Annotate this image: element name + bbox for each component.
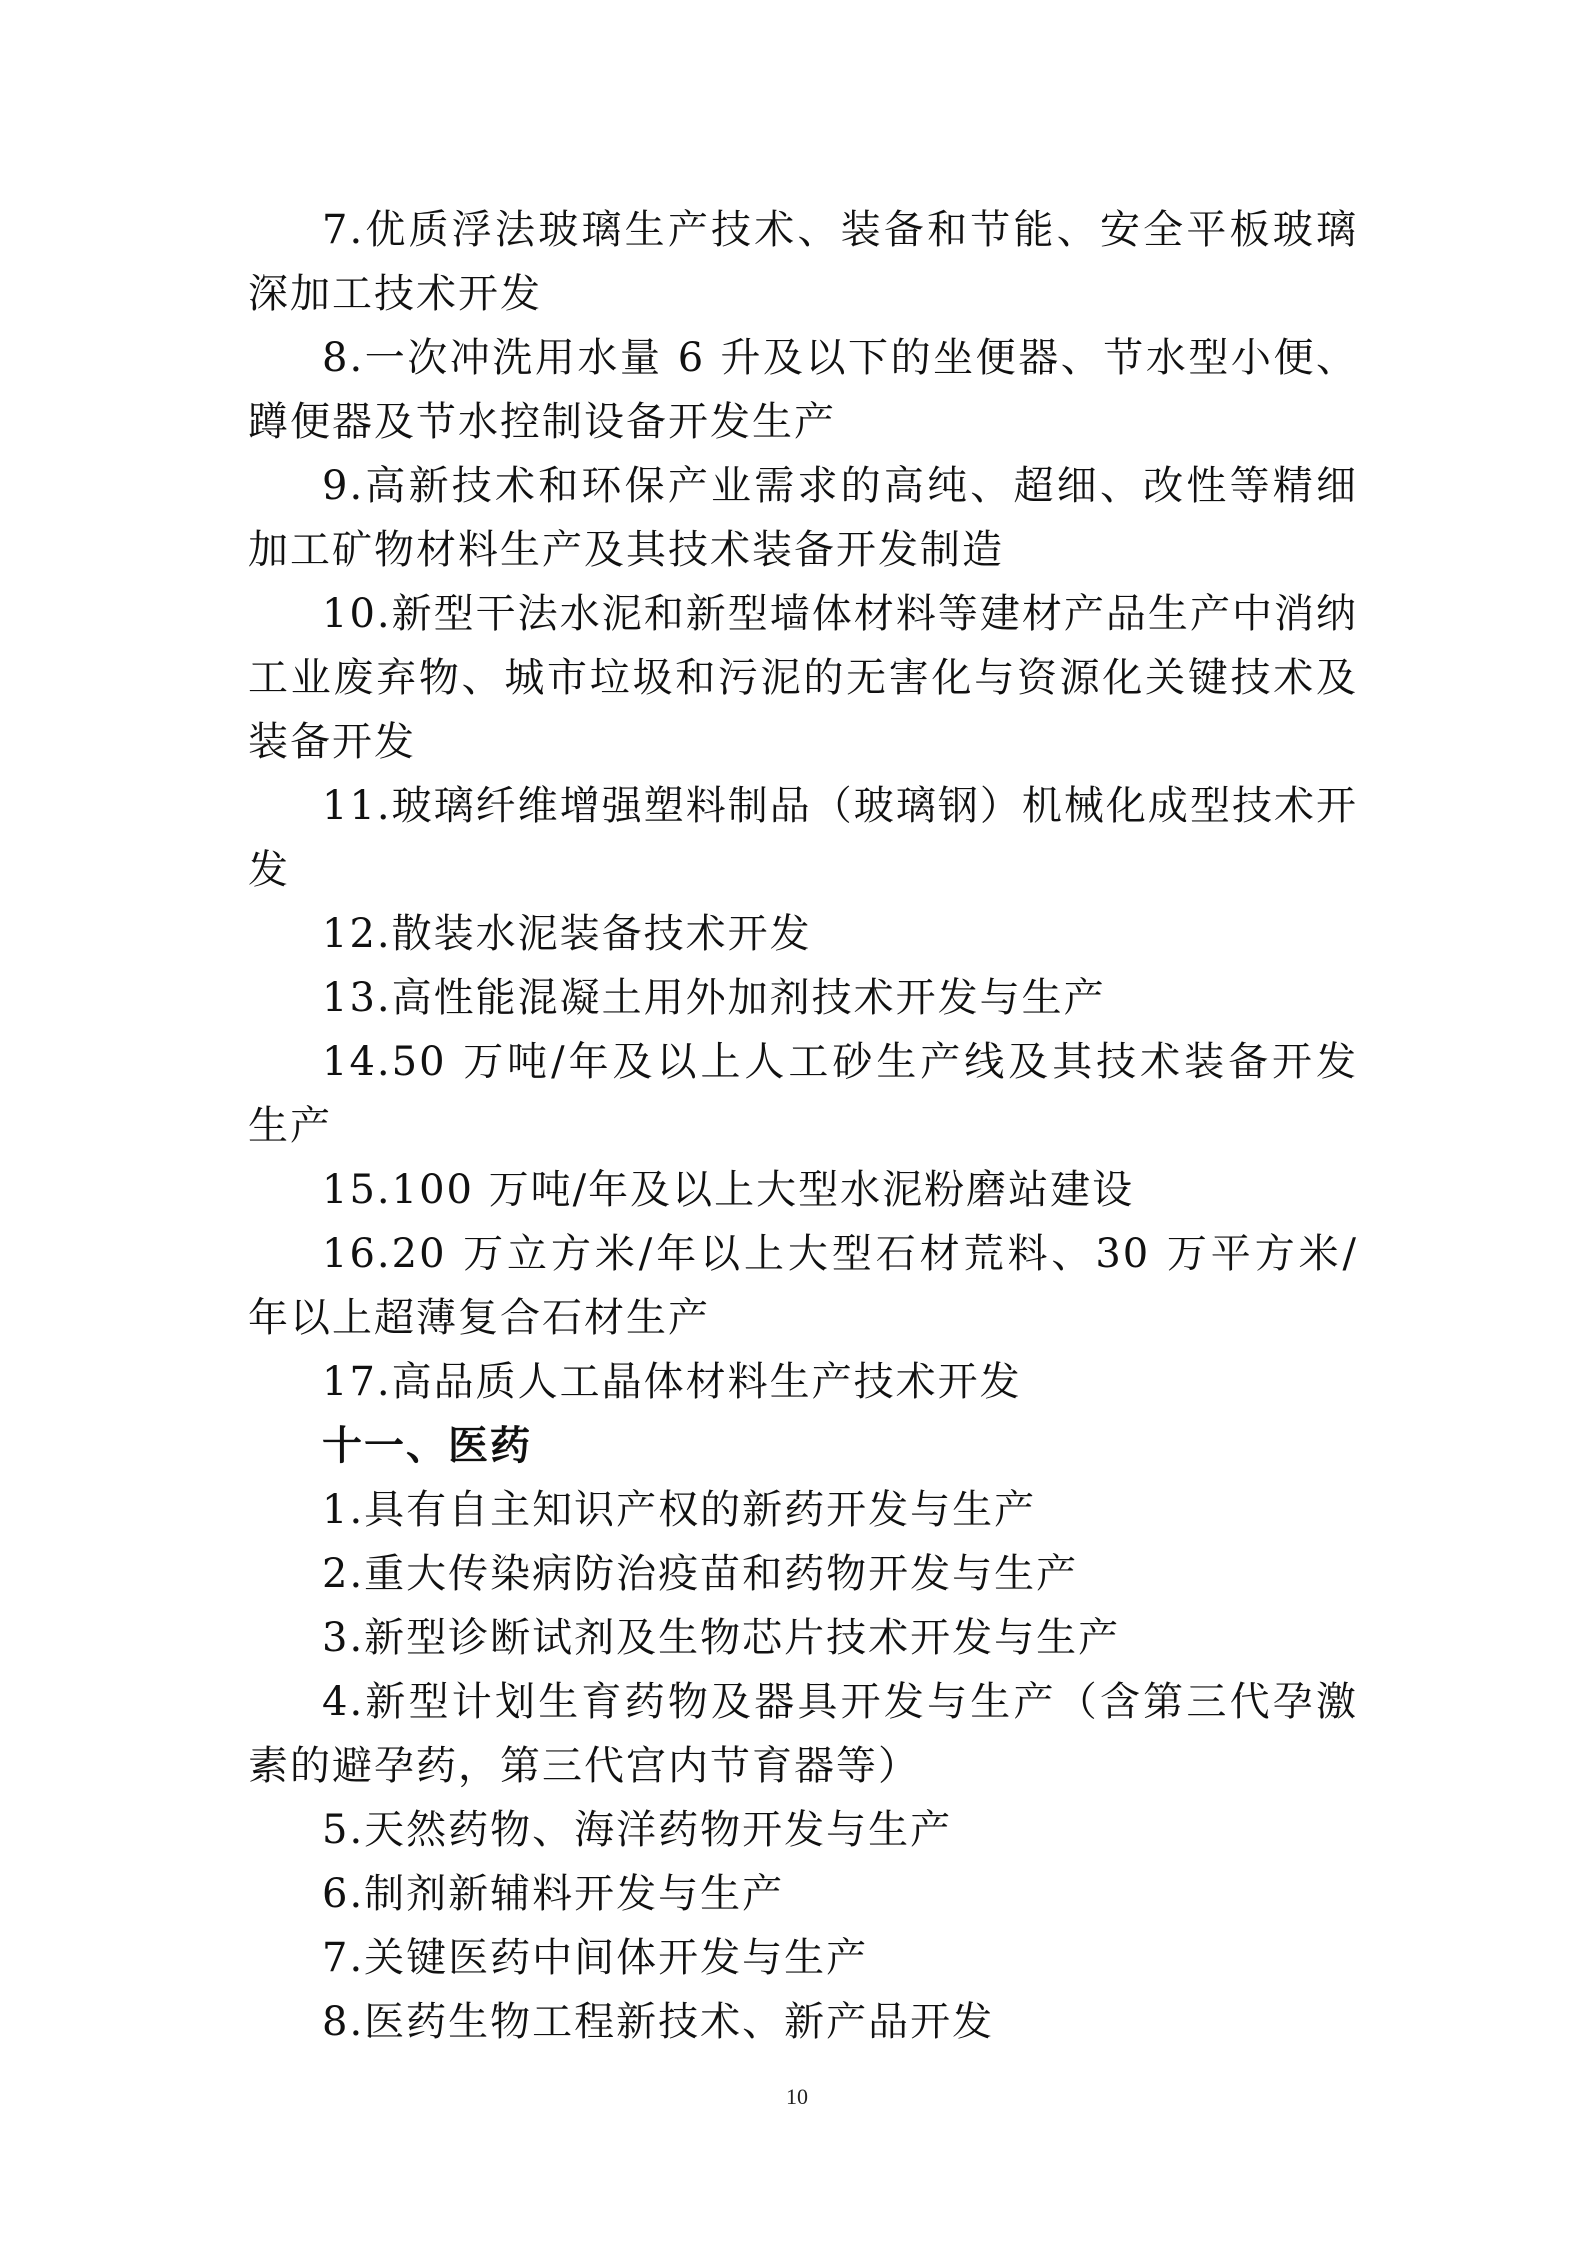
section-heading-medicine: 十一、医药 [322, 1423, 532, 1469]
paragraph-item-16-stone: 16.20 万立方米/年以上大型石材荒料、30 万平方米/年以上超薄复合石材生产 [248, 1231, 1358, 1341]
paragraph-med-2-vaccines: 2.重大传染病防治疫苗和药物开发与生产 [322, 1551, 1079, 1597]
paragraph-med-6-excipients: 6.制剂新辅料开发与生产 [322, 1871, 785, 1917]
page-number: 10 [786, 2084, 808, 2109]
paragraph-item-7-glass: 7.优质浮法玻璃生产技术、装备和节能、安全平板玻璃深加工技术开发 [248, 207, 1358, 317]
paragraph-med-3-diagnostics: 3.新型诊断试剂及生物芯片技术开发与生产 [322, 1615, 1121, 1661]
paragraph-item-11-fiberglass: 11.玻璃纤维增强塑料制品（玻璃钢）机械化成型技术开发 [248, 783, 1358, 893]
paragraph-med-1-new-drugs: 1.具有自主知识产权的新药开发与生产 [322, 1487, 1037, 1533]
paragraph-med-4-family-planning: 4.新型计划生育药物及器具开发与生产（含第三代孕激素的避孕药，第三代宫内节育器等） [248, 1679, 1358, 1789]
page-content [248, 198, 1358, 2054]
paragraph-item-12-bulk-cement: 12.散装水泥装备技术开发 [322, 911, 812, 957]
paragraph-item-9-minerals: 9.高新技术和环保产业需求的高纯、超细、改性等精细加工矿物材料生产及其技术装备开发制造 [248, 463, 1358, 573]
paragraph-med-8-bioengineering: 8.医药生物工程新技术、新产品开发 [322, 1999, 995, 2045]
paragraph-item-13-concrete: 13.高性能混凝土用外加剂技术开发与生产 [322, 975, 1106, 1021]
paragraph-med-5-natural-drugs: 5.天然药物、海洋药物开发与生产 [322, 1807, 953, 1853]
paragraph-item-15-grinding: 15.100 万吨/年及以上大型水泥粉磨站建设 [322, 1167, 1135, 1213]
paragraph-item-17-crystal: 17.高品质人工晶体材料生产技术开发 [322, 1359, 1022, 1405]
paragraph-item-8-toilet: 8.一次冲洗用水量 6 升及以下的坐便器、节水型小便、蹲便器及节水控制设备开发生产 [248, 335, 1358, 445]
paragraph-med-7-intermediates: 7.关键医药中间体开发与生产 [322, 1935, 869, 1981]
paragraph-item-10-cement: 10.新型干法水泥和新型墙体材料等建材产品生产中消纳工业废弃物、城市垃圾和污泥的无害化与资源化关键技术及装备开发 [248, 591, 1358, 765]
paragraph-item-14-sand: 14.50 万吨/年及以上人工砂生产线及其技术装备开发生产 [248, 1039, 1358, 1149]
